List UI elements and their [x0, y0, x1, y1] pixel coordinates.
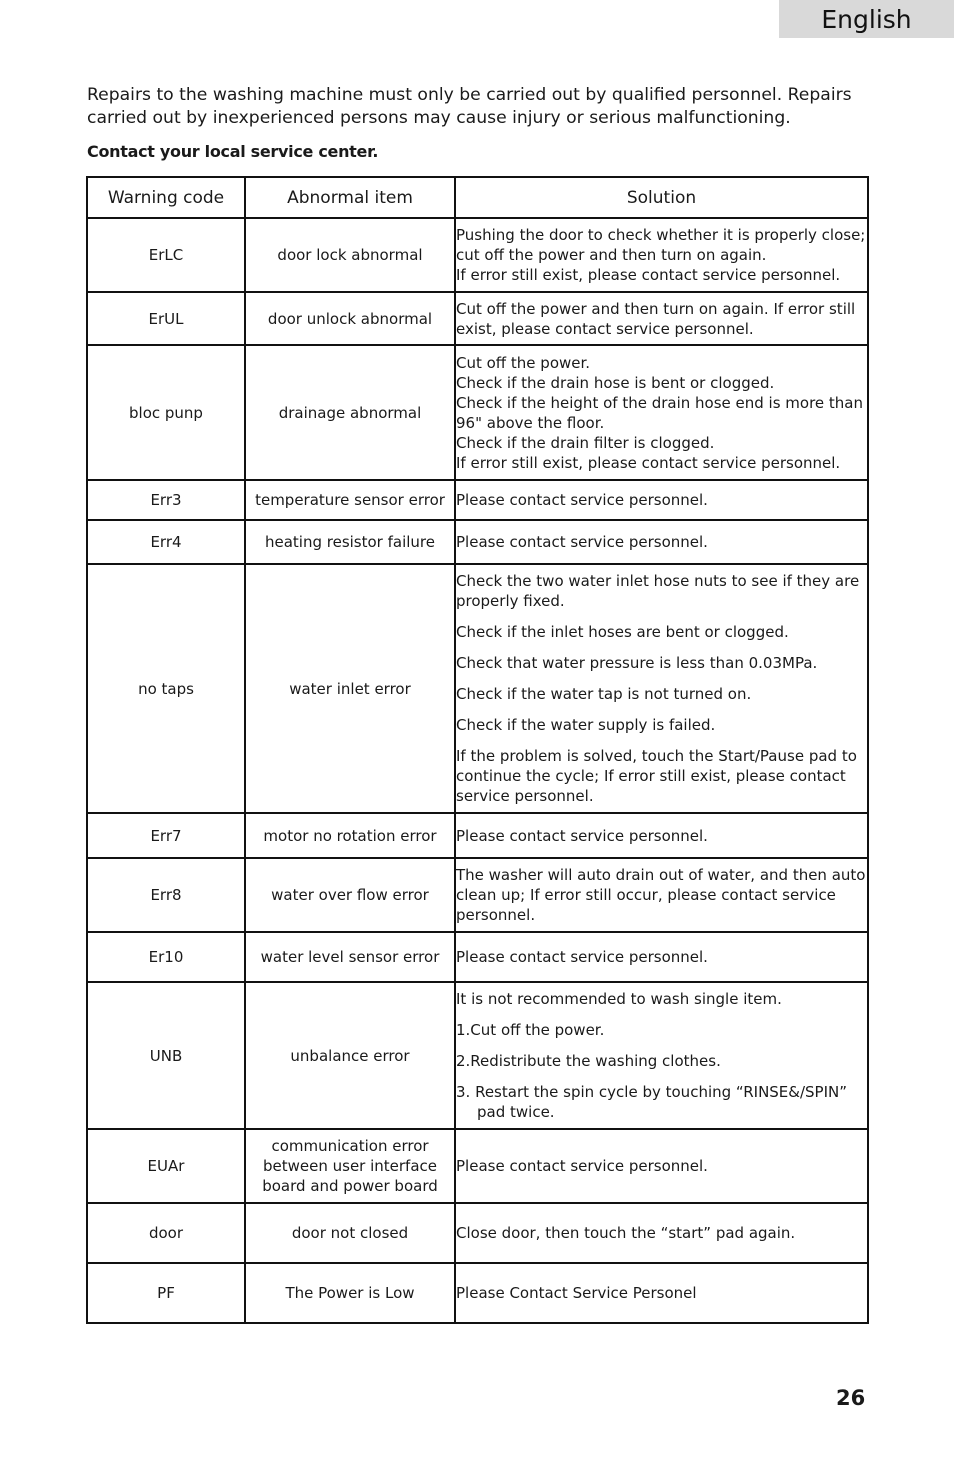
abnormal-item-cell	[245, 1263, 455, 1323]
header-warning-code: Warning code	[87, 177, 245, 218]
language-tab: English	[779, 0, 954, 38]
abnormal-item-text: board and power board	[262, 1177, 438, 1195]
solution-text: Check that water pressure is less than 0.03MPa.	[456, 654, 818, 672]
solution-text: Please contact service personnel.	[456, 826, 708, 845]
warning-code-table	[86, 176, 869, 1324]
table-row	[87, 932, 868, 982]
warning-code-cell: Err8	[87, 858, 245, 932]
solution-cell	[455, 292, 868, 345]
solution-cell	[455, 1129, 868, 1203]
solution-text: Check if the water tap is not turned on.	[456, 685, 752, 703]
abnormal-item-cell	[245, 480, 455, 520]
solution-text: Check if the drain hose is bent or clogged.	[456, 373, 775, 392]
warning-code-cell: door	[87, 1203, 245, 1263]
warning-code-cell: ErUL	[87, 292, 245, 345]
solution-text: Check if the height of the drain hose end is more than 96" above the floor.	[456, 393, 864, 432]
solution-text: Pushing the door to check whether it is properly close; cut off the power and then turn on again.	[456, 226, 866, 264]
header-solution: Solution	[455, 177, 868, 218]
table-row	[87, 345, 868, 480]
abnormal-item-cell	[245, 520, 455, 564]
solution-text: Cut off the power.	[456, 353, 591, 372]
solution-text: The washer will auto drain out of water, and then auto clean up; If error still occur, please contact service personnel.	[456, 866, 866, 924]
warning-code-cell: Err3	[87, 480, 245, 520]
intro-paragraph: Repairs to the washing machine must only be carried out by qualified personnel. Repairs carried out by inexperienced persons may cause injury or serious malfunctioning.	[87, 85, 852, 128]
abnormal-item-cell	[245, 564, 455, 813]
table-row	[87, 1263, 868, 1323]
contact-note: Contact your local service center.	[87, 142, 379, 161]
abnormal-item-text: water over flow error	[271, 886, 429, 904]
abnormal-item-cell	[245, 292, 455, 345]
solution-text: If error still exist, please contact service personnel.	[456, 453, 841, 472]
solution-text: Check if the inlet hoses are bent or clogged.	[456, 623, 789, 641]
warning-code-cell: Er10	[87, 932, 245, 982]
warning-code-cell: PF	[87, 1263, 245, 1323]
abnormal-item-text: door lock abnormal	[277, 246, 423, 264]
abnormal-item-text: water level sensor error	[260, 948, 440, 966]
warning-code-cell: EUAr	[87, 1129, 245, 1203]
warning-code-cell: UNB	[87, 982, 245, 1129]
table-row	[87, 480, 868, 520]
table-row	[87, 292, 868, 345]
solution-cell	[455, 858, 868, 932]
solution-text: Check the two water inlet hose nuts to see if they are properly fixed.	[456, 572, 860, 610]
page-number: 26	[836, 1386, 866, 1410]
table-header-row	[87, 177, 868, 218]
solution-cell	[455, 1263, 868, 1323]
table-row	[87, 218, 868, 292]
solution-cell	[455, 564, 868, 813]
table-row	[87, 1203, 868, 1263]
table-row	[87, 858, 868, 932]
solution-text: Check if the water supply is failed.	[456, 716, 716, 734]
solution-text: Cut off the power and then turn on again. If error still exist, please contact service personnel.	[456, 299, 856, 338]
header-abnormal-item: Abnormal item	[245, 177, 455, 218]
solution-text: If the problem is solved, touch the Start/Pause pad to continue the cycle; If error still exist, please contact service personnel.	[456, 747, 857, 805]
solution-cell	[455, 345, 868, 480]
abnormal-item-text: motor no rotation error	[263, 826, 437, 845]
abnormal-item-text: door unlock abnormal	[267, 309, 433, 328]
abnormal-item-cell	[245, 1203, 455, 1263]
solution-cell	[455, 520, 868, 564]
abnormal-item-text: temperature sensor error	[255, 491, 445, 509]
warning-code-cell: Err7	[87, 813, 245, 858]
abnormal-item-cell	[245, 932, 455, 982]
warning-code-cell: no taps	[87, 564, 245, 813]
solution-text: Please Contact Service Personel	[456, 1284, 697, 1302]
abnormal-item-cell	[245, 345, 455, 480]
solution-cell	[455, 982, 868, 1129]
abnormal-item-text: drainage abnormal	[278, 403, 422, 422]
solution-text: It is not recommended to wash single item.	[456, 990, 782, 1008]
solution-cell	[455, 480, 868, 520]
abnormal-item-text: The Power is Low	[285, 1284, 415, 1302]
solution-cell	[455, 932, 868, 982]
solution-text: 1.Cut off the power.	[456, 1021, 605, 1039]
solution-text: 3. Restart the spin cycle by touching “RINSE&/SPIN” pad twice.	[456, 1083, 848, 1121]
solution-text: Please contact service personnel.	[456, 948, 708, 966]
solution-cell	[455, 218, 868, 292]
abnormal-item-text: between user interface	[262, 1157, 438, 1175]
table-row	[87, 564, 868, 813]
solution-text: Check if the drain filter is clogged.	[456, 433, 715, 452]
solution-text: If error still exist, please contact service personnel.	[456, 266, 841, 284]
warning-code-cell: bloc punp	[87, 345, 245, 480]
abnormal-item-text: water inlet error	[289, 679, 411, 698]
table-row	[87, 520, 868, 564]
abnormal-item-text: heating resistor failure	[264, 533, 435, 551]
abnormal-item-text: communication error	[271, 1137, 429, 1155]
abnormal-item-cell	[245, 982, 455, 1129]
solution-text: Please contact service personnel.	[456, 533, 708, 551]
table-row	[87, 982, 868, 1129]
solution-text: Please contact service personnel.	[456, 1157, 708, 1175]
abnormal-item-text: unbalance error	[290, 1046, 410, 1065]
solution-cell	[455, 813, 868, 858]
abnormal-item-text: door not closed	[291, 1224, 409, 1242]
warning-code-cell: Err4	[87, 520, 245, 564]
abnormal-item-cell	[245, 813, 455, 858]
solution-text: 2.Redistribute the washing clothes.	[456, 1052, 721, 1070]
solution-text: Close door, then touch the “start” pad again.	[456, 1224, 796, 1242]
table-row	[87, 813, 868, 858]
solution-text: Please contact service personnel.	[456, 491, 708, 509]
abnormal-item-cell	[245, 1129, 455, 1203]
table-row	[87, 1129, 868, 1203]
abnormal-item-cell	[245, 218, 455, 292]
warning-code-cell: ErLC	[87, 218, 245, 292]
solution-cell	[455, 1203, 868, 1263]
abnormal-item-cell	[245, 858, 455, 932]
